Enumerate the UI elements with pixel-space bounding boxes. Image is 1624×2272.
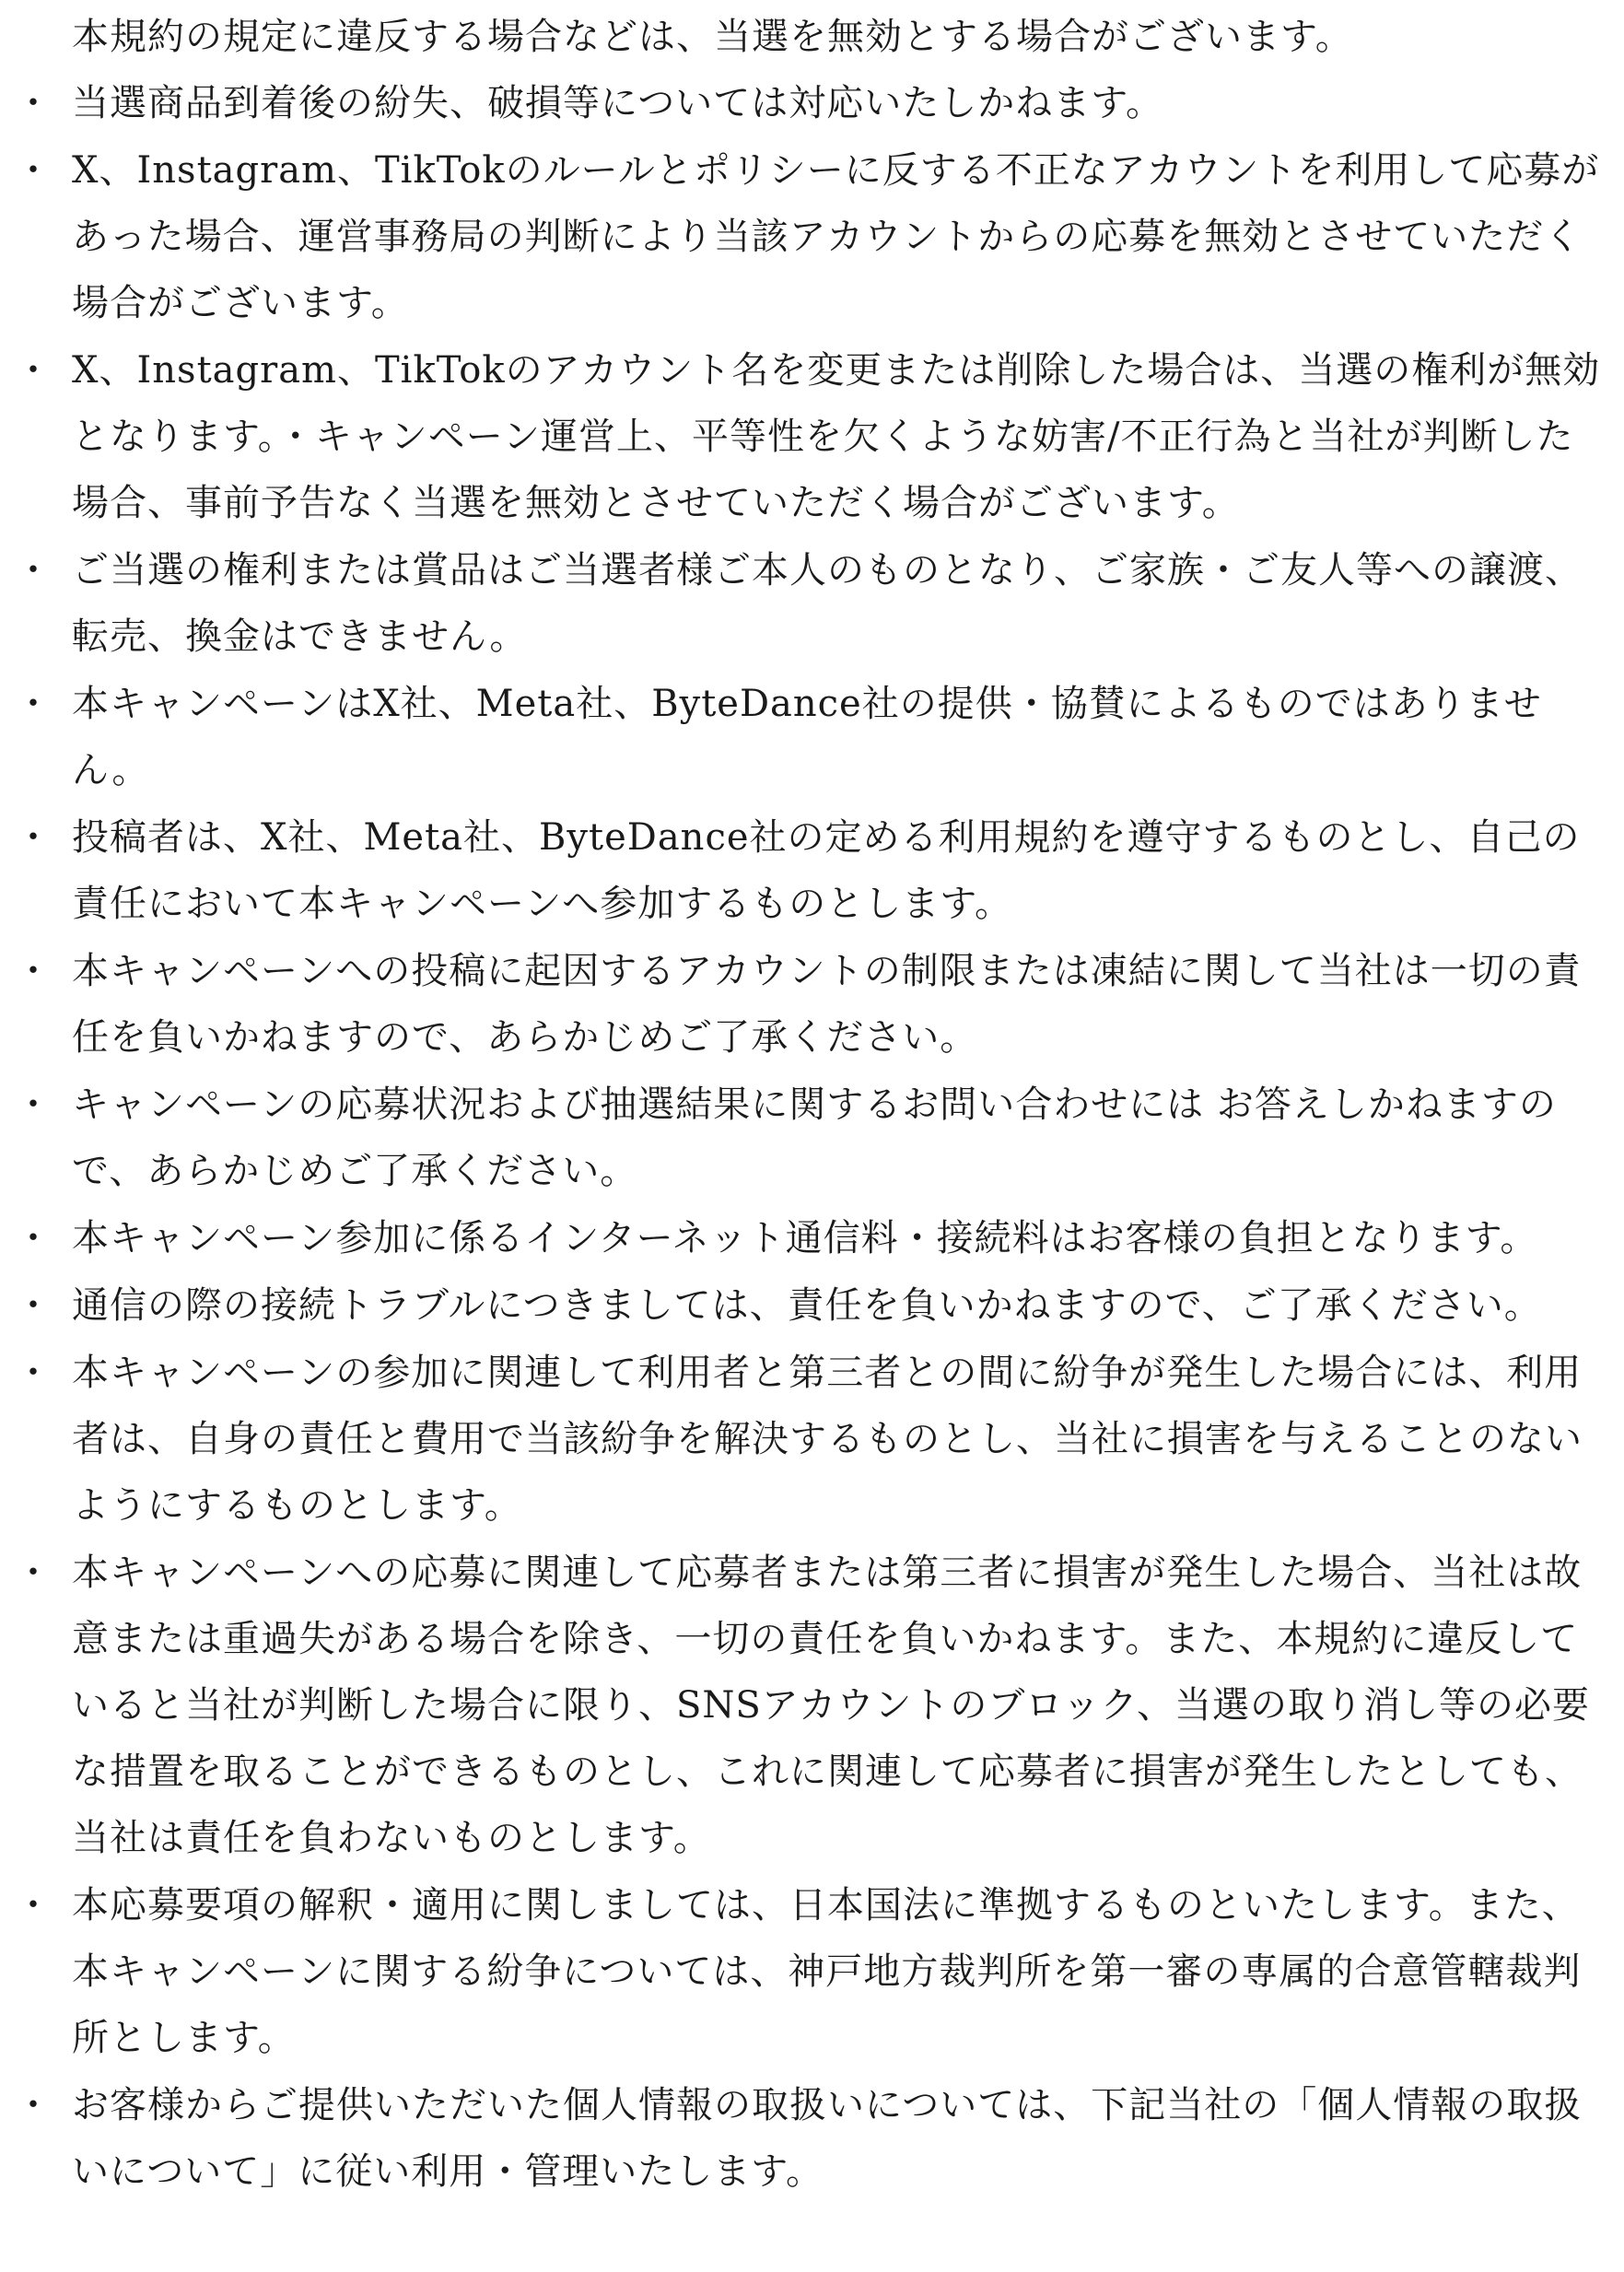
bullet-icon: ・ bbox=[15, 1552, 53, 1594]
bullet-icon: ・ bbox=[15, 149, 53, 192]
list-item-text: 当選商品到着後の紛失、破損等については対応いたしかねます。 bbox=[72, 82, 1163, 124]
bullet-icon: ・ bbox=[15, 1884, 53, 1927]
list-item-text: 本キャンペーンはX社、Meta社、ByteDance社の提供・協賛によるものではありません。 bbox=[72, 683, 1542, 791]
bullet-icon: ・ bbox=[15, 2084, 53, 2126]
list-item-text: ご当選の権利または賞品はご当選者様ご本人のものとなり、ご家族・ご友人等への譲渡、転売、換金はできません。 bbox=[72, 549, 1583, 658]
bullet-icon: ・ bbox=[15, 816, 53, 859]
list-item-text: お客様からご提供いただいた個人情報の取扱いについては、下記当社の「個人情報の取扱いについて」に従い利用・管理いたします。 bbox=[72, 2084, 1583, 2193]
terms-list bbox=[0, 70, 1624, 2206]
list-item bbox=[0, 2072, 1601, 2205]
list-item bbox=[0, 938, 1601, 1071]
bullet-icon: ・ bbox=[15, 950, 53, 992]
bullet-icon: ・ bbox=[15, 1284, 53, 1327]
list-item bbox=[0, 1072, 1601, 1204]
bullet-icon: ・ bbox=[15, 1217, 53, 1259]
list-item-text: 本キャンペーン参加に係るインターネット通信料・接続料はお客様の負担となります。 bbox=[72, 1217, 1538, 1259]
list-item-text: キャンペーンの応募状況および抽選結果に関するお問い合わせには お答えしかねますので、あらかじめご了承ください。 bbox=[72, 1083, 1557, 1192]
list-item bbox=[0, 1872, 1601, 2071]
list-item bbox=[0, 1205, 1601, 1271]
list-item bbox=[0, 1340, 1601, 1539]
list-item-text: 本応募要項の解釈・適用に関しましては、日本国法に準拠するものといたします。また、本キャンペーンに関する紛争については、神戸地方裁判所を第一審の専属的合意管轄裁判所とします。 bbox=[72, 1884, 1582, 2059]
list-item-text: 通信の際の接続トラブルにつきましては、責任を負いかねますので、ご了承ください。 bbox=[72, 1284, 1542, 1327]
list-item bbox=[0, 1540, 1601, 1871]
bullet-icon: ・ bbox=[15, 349, 53, 392]
bullet-icon: ・ bbox=[15, 549, 53, 591]
list-item-text: 投稿者は、X社、Meta社、ByteDance社の定める利用規約を遵守するものとし、自己の責任において本キャンペーンへ参加するものとします。 bbox=[72, 816, 1581, 925]
bullet-icon: ・ bbox=[15, 1083, 53, 1126]
intro-line: 本規約の規定に違反する場合などは、当選を無効とする場合がございます。 bbox=[72, 16, 1353, 58]
bullet-icon: ・ bbox=[15, 683, 53, 725]
bullet-icon: ・ bbox=[15, 1352, 53, 1394]
list-item-text: 本キャンペーンへの応募に関連して応募者または第三者に損害が発生した場合、当社は故意または重過失がある場合を除き、一切の責任を負いかねます。また、本規約に違反していると当社が判断した場合に限り、SNSアカウントのブロック、当選の取り消し等の必要な措置を取ることができるものとし、これに関連して応募者に損害が発生したとしても、当社は責任を負わないものとします。 bbox=[72, 1552, 1591, 1859]
list-item-text: 本キャンペーンの参加に関連して利用者と第三者との間に紛争が発生した場合には、利用者は、自身の責任と費用で当該紛争を解決するものとし、当社に損害を与えることのないようにするものとします。 bbox=[72, 1352, 1583, 1527]
list-item bbox=[0, 671, 1601, 803]
list-item bbox=[0, 537, 1601, 670]
bullet-icon: ・ bbox=[15, 82, 53, 124]
list-item bbox=[0, 337, 1601, 536]
list-item-text: 本キャンペーンへの投稿に起因するアカウントの制限または凍結に関して当社は一切の責任を負いかねますので、あらかじめご了承ください。 bbox=[72, 950, 1582, 1059]
list-item bbox=[0, 70, 1601, 136]
list-item bbox=[0, 1272, 1601, 1339]
list-item-text: X、Instagram、TikTokのアカウント名を変更または削除した場合は、当選の権利が無効となります。・キャンペーン運営上、平等性を欠くような妨害/不正行為と当社が判断した場合、事前予告なく当選を無効とさせていただく場合がございます。 bbox=[72, 349, 1601, 524]
list-item-text: X、Instagram、TikTokのルールとポリシーに反する不正なアカウントを利用して応募があった場合、運営事務局の判断により当該アカウントからの応募を無効とさせていただく場合がございます。 bbox=[72, 149, 1600, 324]
list-item bbox=[0, 804, 1601, 937]
list-item bbox=[0, 137, 1601, 336]
